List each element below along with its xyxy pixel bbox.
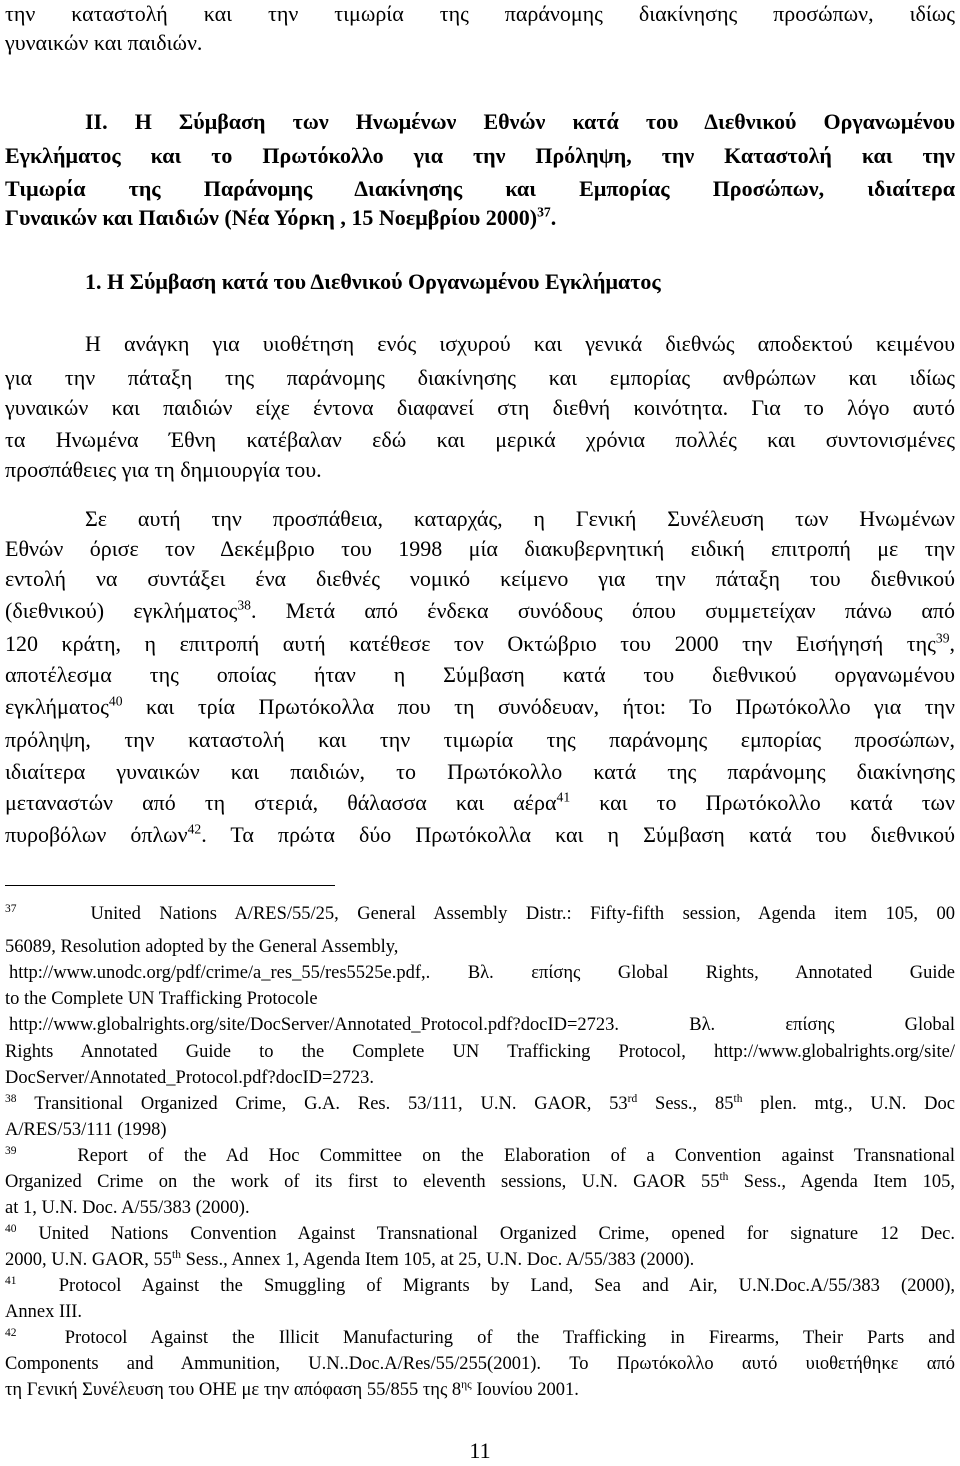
footnote-line: Rights Annotated Guide to the Complete UN Trafficking Protocol, http://www.globalrights.org/site/ (5, 1042, 955, 1062)
footnote-39: $^{39}$ Report of the Ad Hoc Committee on the Elaboration of a Convention against Transnational (5, 1144, 955, 1166)
footnote-line: at 1, U.N. Doc. A/55/383 (2000). (5, 1198, 250, 1218)
section-heading: Εγκλήματος και το Πρωτόκολλο για την Πρόληψη, την Καταστολή και την (5, 143, 955, 168)
footnote-number: 39 (5, 1144, 17, 1157)
footnote-line: τη Γενική Συνέλευση του ΟΗΕ με την απόφαση 55/855 της $8^{\eta\varsigma}$ Ιουνίου 2001. (5, 1378, 579, 1400)
footnote-ref: 42 (187, 821, 202, 837)
paragraph-line: Σε αυτή την προσπάθεια, καταρχάς, η Γενική Συνέλευση των Ηνωμένων (85, 506, 955, 531)
footnote-number: 40 (5, 1222, 17, 1235)
paragraph-line: προσπάθειες για τη δημιουργία του. (5, 457, 322, 482)
footnote-37: $^{37}$ United Nations A/RES/55/25, General Assembly Distr.: Fifty-fifth session, Agenda item 105, 00 (5, 902, 955, 924)
footnote-line: A/RES/53/111 (1998) (5, 1120, 167, 1140)
footnote-line: Components and Ammunition, U.N..Doc.A/Res/55/255(2001). Το Πρωτόκολλο αυτό υιοθετήθηκε από (5, 1354, 955, 1374)
paragraph-line: εγκλήματος$^{40}$ και τρία Πρωτόκολλα που τη συνόδευαν, ήτοι: Το Πρωτόκολλο για την (5, 693, 955, 719)
footnote-40: $^{40}$ United Nations Convention Against Transnational Organized Crime, opened for signature 12 Dec. (5, 1222, 956, 1244)
footnote-line: http://www.unodc.org/pdf/crime/a_res_55/res5525e.pdf,. Βλ. επίσης Global Rights, Annotated Guide (9, 963, 955, 983)
subheading: 1. Η Σύμβαση κατά του Διεθνικού Οργανωμένου Εγκλήματος (85, 269, 661, 294)
footnote-ref: 38 (237, 597, 251, 613)
paragraph-line: τα Ηνωμένα Έθνη κατέβαλαν εδώ και μερικά χρόνια πολλές και συντονισμένες (5, 427, 955, 452)
footnote-number: 38 (5, 1092, 17, 1105)
footnote-ref: 39 (935, 630, 950, 646)
footnote-line: http://www.globalrights.org/site/DocServer/Annotated_Protocol.pdf?docID=2723. Βλ. επίσης Global (9, 1015, 955, 1035)
paragraph-line: γυναικών και παιδιών είχε έντονα διαφανεί στη διεθνή κοινότητα. Για το λόγο αυτό (5, 395, 955, 420)
footnote-line: DocServer/Annotated_Protocol.pdf?docID=2723. (5, 1068, 375, 1088)
paragraph-line: μεταναστών από τη στεριά, θάλασσα και αέρα$^{41}$ και το Πρωτόκολλο κατά των (5, 789, 955, 815)
footnote-41: $^{41}$ Protocol Against the Smuggling of Migrants by Land, Sea and Air, U.N.Doc.A/55/383 (2000), (5, 1274, 956, 1296)
footnote-separator (5, 885, 335, 886)
paragraph-line: Εθνών όρισε τον Δεκέμβριο του 1998 μία διακυβερνητική ειδική επιτροπή με την (5, 536, 955, 561)
paragraph-line: πρόληψη, την καταστολή και την τιμωρία της παράνομης εμπορίας προσώπων, (5, 727, 955, 752)
paragraph-line: ιδιαίτερα γυναικών και παιδιών, το Πρωτόκολλο κατά της παράνομης διακίνησης (5, 759, 955, 784)
body-text-line: γυναικών και παιδιών. (5, 30, 203, 55)
footnote-line: 56089, Resolution adopted by the General Assembly, (5, 937, 399, 957)
paragraph-line: αποτέλεσμα της οποίας ήταν η Σύμβαση κατά του διεθνικού οργανωμένου (5, 662, 955, 687)
paragraph-line: (διεθνικού) εγκλήματος$^{38}$. Μετά από ένδεκα συνόδους όπου συμμετείχαν πάνω από (5, 597, 955, 623)
footnote-line: 2000, U.N. GAOR, 55th Sess., Annex 1, Agenda Item 105, at 25, U.N. Doc. A/55/383 (2000). (5, 1248, 695, 1270)
paragraph-line: Η ανάγκη για υιοθέτηση ενός ισχυρού και γενικά διεθνώς αποδεκτού κειμένου (85, 331, 955, 356)
footnote-number: 42 (5, 1326, 17, 1339)
footnote-ref: 40 (108, 693, 123, 709)
footnote-line: to the Complete UN Trafficking Protocole (5, 989, 318, 1009)
footnote-38: $^{38}$ Transitional Organized Crime, G.A. Res. 53/111, U.N. GAOR, 53rd Sess., 85th plen. mtg., U.N. Doc (5, 1092, 956, 1114)
footnote-line: Annex III. (5, 1302, 83, 1322)
footnote-42: $^{42}$ Protocol Against the Illicit Manufacturing of the Trafficking in Firearms, Their Parts and (5, 1326, 955, 1348)
footnote-number: 41 (5, 1274, 17, 1287)
body-text-line: την καταστολή και την τιμωρία της παράνομης διακίνησης προσώπων, ιδίως (5, 1, 955, 26)
section-heading: Τιμωρία της Παράνομης Διακίνησης και Εμπορίας Προσώπων, ιδιαίτερα (5, 176, 955, 201)
footnote-line: Organized Crime on the work of its first to eleventh sessions, U.N. GAOR 55th Sess., Agenda Item 105, (5, 1170, 955, 1192)
paragraph-line: εντολή να συντάξει ένα διεθνές νομικό κείμενο για την πάταξη του διεθνικού (5, 566, 955, 591)
paragraph-line: 120 κράτη, η επιτροπή αυτή κατέθεσε τον Οκτώβριο του 2000 την Εισήγησή της$^{39}$, (5, 630, 955, 656)
footnote-ref: 41 (556, 789, 571, 805)
section-heading: Γυναικών και Παιδιών (Νέα Υόρκη , 15 Νοεμβρίου 2000)$^{37}$. (5, 204, 557, 230)
page-number: 11 (469, 1438, 491, 1463)
footnote-ref: 37 (537, 204, 551, 220)
footnote-number: 37 (5, 902, 17, 915)
paragraph-line: πυροβόλων όπλων$^{42}$. Τα πρώτα δύο Πρωτόκολλα και η Σύμβαση κατά του διεθνικού (5, 821, 955, 847)
section-heading: ΙΙ. Η Σύμβαση των Ηνωμένων Εθνών κατά του Διεθνικού Οργανωμένου (85, 109, 955, 134)
paragraph-line: για την πάταξη της παράνομης διακίνησης και εμπορίας ανθρώπων και ιδίως (5, 365, 955, 390)
